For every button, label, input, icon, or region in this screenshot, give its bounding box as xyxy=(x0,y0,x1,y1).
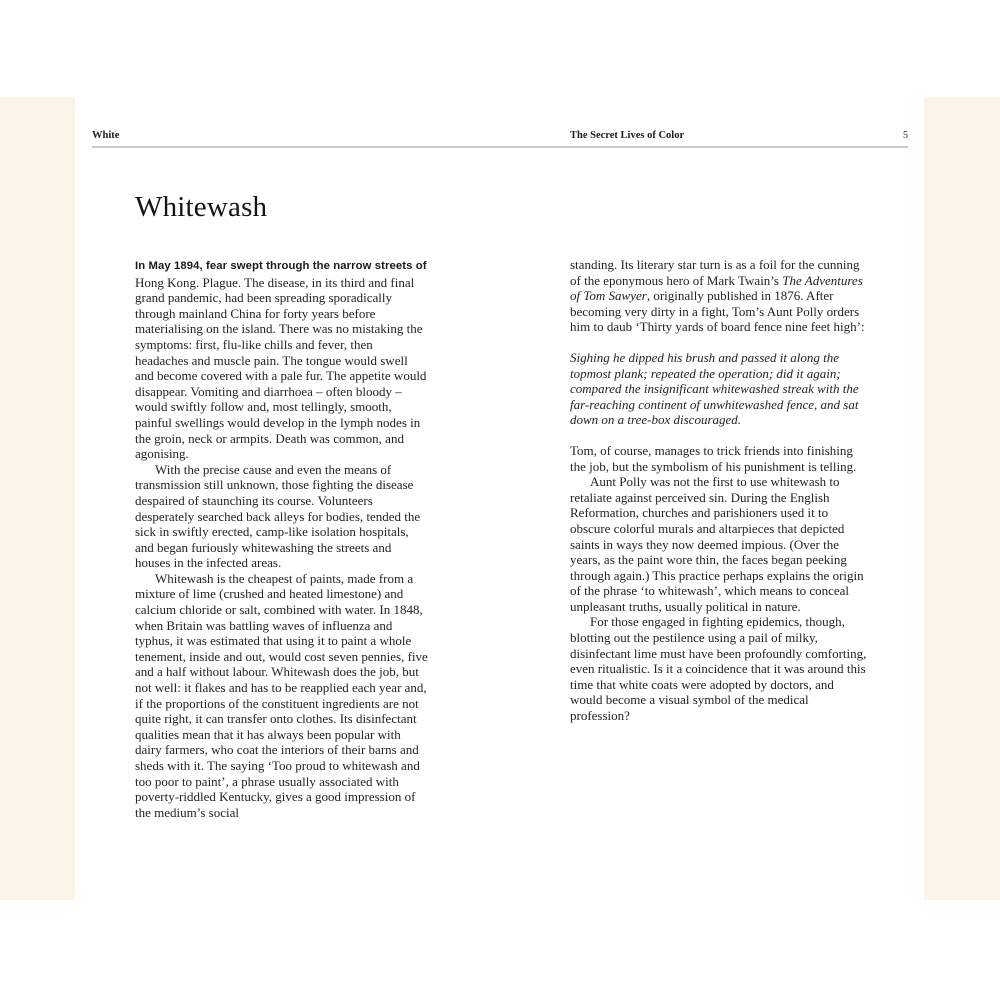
chapter-title: Whitewash xyxy=(135,191,268,223)
paragraph-3: Whitewash is the cheapest of paints, made from a mixture of lime (crushed and heated limestone) and calcium chloride or salt, combined with water. In 1848, when Britain was battling waves of influenza and typhus, it was estimated that using it to paint a whole tenement, inside and out, would cost seven pennies, five and a half without labour. Whitewash does the job, but not well: it flakes and has to be reapplied each year and, if the proportions of the constituent ingredients are not quite right, it can transfer onto clothes. Its disinfectant qualities mean that it has always been popular with dairy farmers, who coat the interiors of their barns and sheds with it. The saying ‘Too proud to whitewash and too poor to paint’, a phrase usually associated with poverty-riddled Kentucky, gives a good impression of the medium’s social xyxy=(135,570,428,820)
page-number: 5 xyxy=(903,130,908,141)
paragraph-4-pre: standing. Its literary star turn is as a foil for the cunning of the eponymous hero of Mark Twain’s xyxy=(570,257,860,288)
paragraph-5: Tom, of course, manages to trick friends into finishing the job, but the symbolism of his punishment is telling. xyxy=(570,442,857,474)
paragraph-2: With the precise cause and even the means of transmission still unknown, those fighting the disease despaired of staunching its course. Volunteers desperately searched back alleys for bodies, tended the sick in swiftly erected, camp-like isolation hospitals, and began furiously whitewashing the streets and houses in the infected areas. xyxy=(135,461,421,571)
running-header xyxy=(75,130,924,144)
paragraph-7: For those engaged in fighting epidemics, though, blotting out the pestilence using a pail of milky, disinfectant lime must have been profoundly comforting, even ritualistic. Is it a coincidence that it was around this time that white coats were adopted by doctors, and would become a visual symbol of the medical profession? xyxy=(570,614,867,724)
paragraph-4 xyxy=(570,257,867,335)
paragraph-6: Aunt Polly was not the first to use whitewash to retaliate against perceived sin. During the English Reformation, churches and parishioners used it to obscure colorful murals and altarpieces that depicted saints in ways they now deemed impious. (Over the years, as the paint wore thin, the faces began peeking through again.) This practice perhaps explains the origin of the phrase ‘to whitewash’, which means to conceal unpleasant truths, usually political in nature. xyxy=(570,474,864,614)
paragraph-1-lead-in: In May 1894, fear swept through the narrow streets of xyxy=(135,260,427,272)
book-page xyxy=(75,97,924,900)
paragraph-1-body: Hong Kong. Plague. The disease, in its third and final grand pandemic, had been spreading sporadically through mainland China for forty years before materialising on the island. There was no mistaking the symptoms: first, flu-like chills and fever, then headaches and muscle pain. The tongue would swell and become covered with a pale fur. The appetite would disappear. Vomiting and diarrhoea – often bloody – would swiftly follow and, most tellingly, smooth, painful swellings would develop in the lymph nodes in the groin, neck or armpits. Death was common, and agonising. xyxy=(135,274,427,462)
book-title-italic: The Adventures of Tom Sawyer xyxy=(570,272,863,304)
right-text-column xyxy=(570,257,867,724)
paragraph-1 xyxy=(135,257,428,462)
paragraph-4-post: , originally published in 1876. After becoming very dirty in a fight, Tom’s Aunt Polly orders him to daub ‘Thirty yards of board fence nine feet high’: xyxy=(570,288,865,335)
running-header-book-title: The Secret Lives of Color xyxy=(570,130,685,141)
tom-sawyer-quote: Sighing he dipped his brush and passed it along the topmost plank; repeated the operation; did it again; compared the insignificant whitewashed streak with the far-reaching continent of unwhitewashed fence, and sat down on a tree-box discouraged. xyxy=(570,349,859,428)
running-header-chapter: White xyxy=(92,130,120,141)
header-rule xyxy=(92,146,908,148)
left-text-column xyxy=(135,257,428,820)
